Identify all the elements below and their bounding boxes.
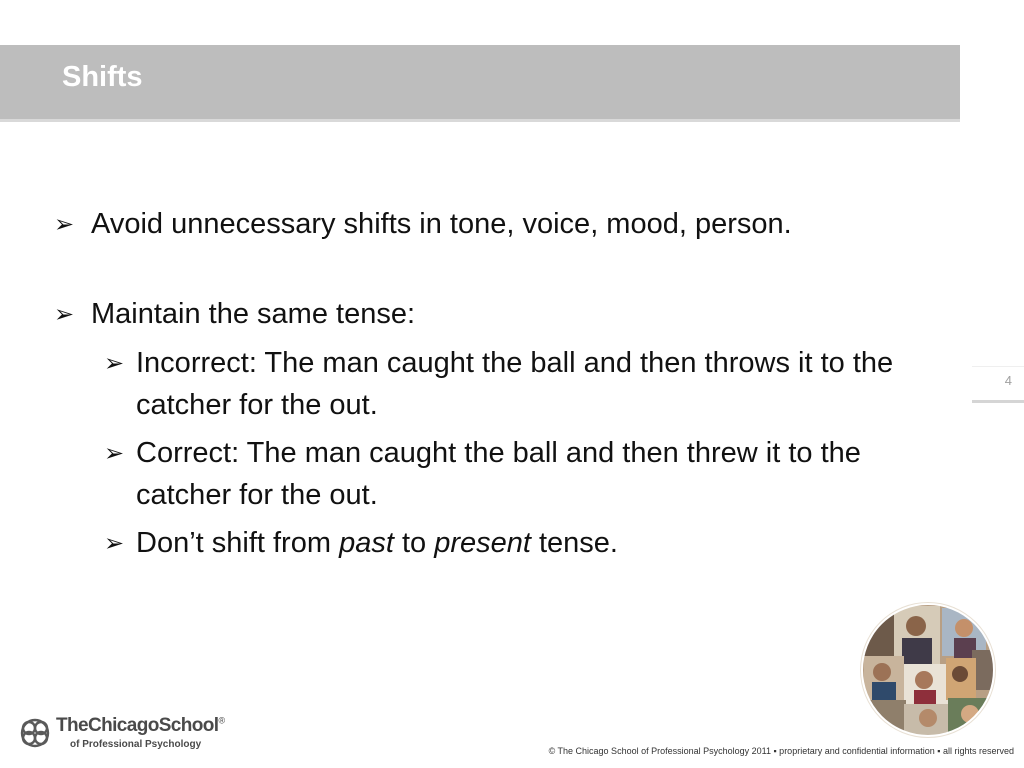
present-emphasis: present	[434, 527, 531, 559]
bullet-arrow-icon: ➢	[104, 529, 125, 557]
page-number: 4	[1004, 373, 1012, 388]
logo-name	[56, 715, 225, 737]
photo-collage-image	[858, 602, 998, 738]
dont-shift-text-mid: to	[393, 527, 435, 559]
bullet-avoid-shifts: Avoid unnecessary shifts in tone, voice, mood, person.	[91, 208, 792, 240]
bullet-incorrect-example: Incorrect: The man caught the ball and then throws it to the catcher for the out.	[136, 347, 894, 421]
bullet-arrow-icon: ➢	[104, 439, 125, 467]
bullet-correct-example: Correct: The man caught the ball and then threw it to the catcher for the out.	[136, 437, 861, 511]
bullet-same-tense: Maintain the same tense:	[91, 298, 416, 330]
chicago-school-logo	[18, 715, 225, 755]
bullet-dont-shift	[136, 522, 916, 564]
bullet-arrow-icon: ➢	[104, 349, 125, 377]
bullet-arrow-icon: ➢	[54, 210, 75, 238]
logo-subtitle: of Professional Psychology	[70, 739, 202, 750]
dont-shift-text-post: tense.	[530, 527, 618, 559]
bullet-arrow-icon: ➢	[54, 300, 75, 328]
page-number-tab	[972, 366, 1024, 403]
logo-registered-mark: ®	[218, 715, 225, 726]
copyright-footer: © The Chicago School of Professional Psychology 2011 ▪ proprietary and confidential information ▪ all rights reserved	[548, 746, 1014, 756]
slide-title: Shifts	[62, 61, 143, 93]
past-emphasis: past	[339, 527, 394, 559]
dont-shift-text-pre: Don’t shift from	[136, 527, 340, 559]
logo-knot-icon	[18, 715, 52, 751]
logo-name-text: TheChicagoSchool	[56, 715, 219, 736]
